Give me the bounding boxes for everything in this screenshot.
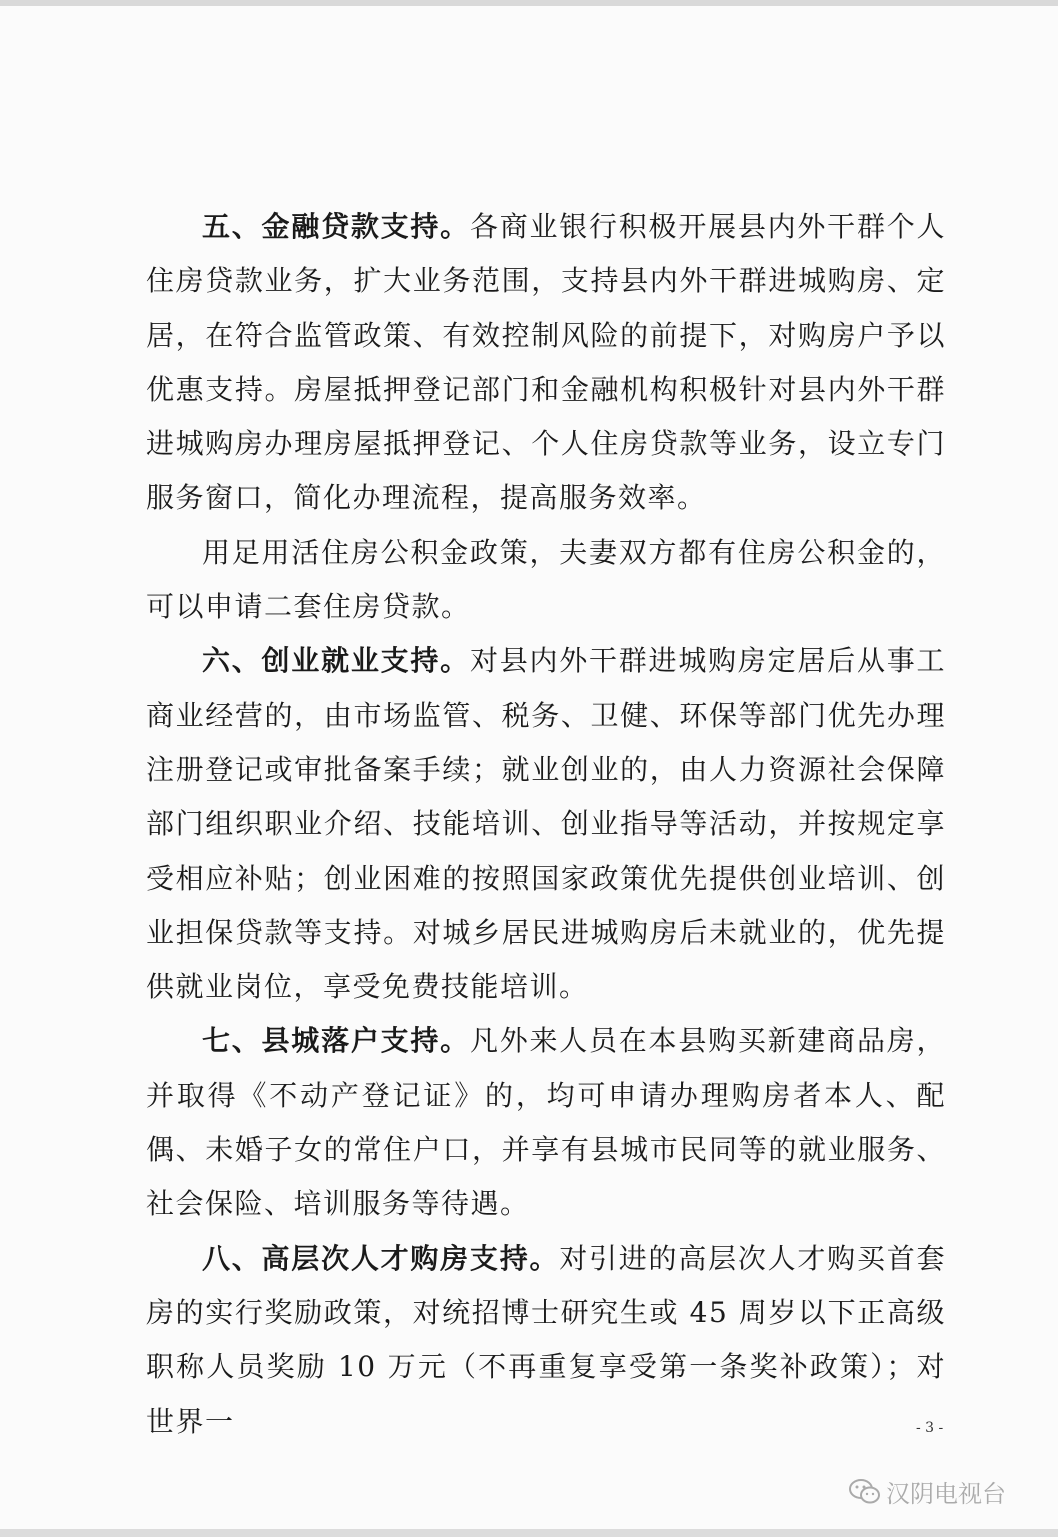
paragraph-talent <box>146 1232 946 1449</box>
text-talent: 对引进的高层次人才购买首套房的实行奖励政策，对统招博士研究生或 45 周岁以下正高级职称人员奖励 10 万元（不再重复享受第一条奖补政策）；对世界一 <box>146 1241 946 1438</box>
paragraph-housing-fund <box>146 526 946 635</box>
text-household: 凡外来人员在本县购买新建商品房，并取得《不动产登记证》的，均可申请办理购房者本人、配偶、未婚子女的常住户口，并享有县城市民同等的就业服务、社会保险、培训服务等待遇。 <box>146 1024 946 1221</box>
text-finance: 各商业银行积极开展县内外干群个人住房贷款业务，扩大业务范围，支持县内外干群进城购房、定居，在符合监管政策、有效控制风险的前提下，对购房户予以优惠支持。房屋抵押登记部门和金融机构积极针对县内外干群进城购房办理房屋抵押登记、个人住房贷款等业务，设立专门服务窗口，简化办理流程，提高服务效率。 <box>146 210 946 515</box>
bottom-border <box>0 1529 1058 1537</box>
document-body <box>146 200 946 1449</box>
top-border <box>0 0 1058 6</box>
paragraph-employment <box>146 634 946 1014</box>
paragraph-household <box>146 1014 946 1231</box>
heading-household: 七、县城落户支持。 <box>202 1024 470 1058</box>
heading-employment: 六、创业就业支持。 <box>202 644 470 678</box>
watermark <box>848 1474 1006 1509</box>
heading-talent: 八、高层次人才购房支持。 <box>202 1241 560 1275</box>
heading-finance: 五、金融贷款支持。 <box>202 210 470 243</box>
watermark-text: 汉阴电视台 <box>886 1480 1006 1508</box>
text-housing-fund: 用足用活住房公积金政策，夫妻双方都有住房公积金的，可以申请二套住房贷款。 <box>146 535 946 624</box>
wechat-account-icon <box>848 1477 882 1507</box>
page-number: - 3 - <box>916 1420 944 1436</box>
text-employment: 对县内外干群进城购房定居后从事工商业经营的，由市场监管、税务、卫健、环保等部门优先办理注册登记或审批备案手续；就业创业的，由人力资源社会保障部门组织职业介绍、技能培训、创业指导等活动，并按规定享受相应补贴；创业困难的按照国家政策优先提供创业培训、创业担保贷款等支持。对城乡居民进城购房后未就业的，优先提供就业岗位，享受免费技能培训。 <box>146 644 946 1004</box>
paragraph-finance <box>146 200 946 526</box>
